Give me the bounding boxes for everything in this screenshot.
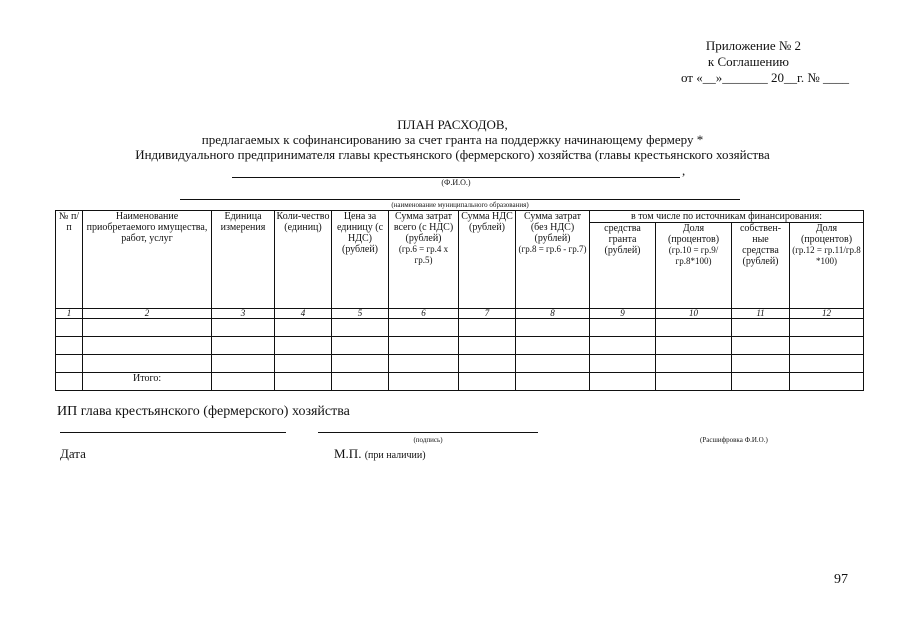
column-number: 12: [790, 309, 864, 319]
stamp-place: [334, 446, 426, 462]
header-vat: Сумма НДС (рублей): [459, 211, 516, 309]
header-qty: Коли-чество (единиц): [275, 211, 332, 309]
column-number: 11: [732, 309, 790, 319]
header-own-share: [790, 223, 864, 309]
header-sources: в том числе по источникам финансирования:: [590, 211, 864, 223]
decipher-caption: (Расшифровка Ф.И.О.): [700, 436, 768, 444]
header-price: Цена за единицу (с НДС) (рублей): [332, 211, 389, 309]
header-unit: Единица измерения: [212, 211, 275, 309]
header-own: собствен-ные средства (рублей): [732, 223, 790, 309]
column-number: 7: [459, 309, 516, 319]
column-number: 2: [83, 309, 212, 319]
header-row-1: [56, 211, 864, 223]
expense-plan-table: [55, 210, 864, 391]
signatory-title: ИП глава крестьянского (фермерского) хозяйства: [57, 404, 350, 419]
total-row: [56, 373, 864, 391]
page-number: 97: [834, 572, 848, 587]
column-number: 3: [212, 309, 275, 319]
signature-caption: (подпись): [413, 436, 443, 444]
header-total-cost: [389, 211, 459, 309]
appendix-header: [681, 38, 849, 86]
stamp-label: М.П.: [334, 446, 362, 461]
municipality-caption: (наименование муниципального образования): [391, 201, 529, 209]
fio-fill-line: [232, 171, 680, 178]
header-no: № п/п: [56, 211, 83, 309]
municipality-fill-line: [180, 198, 740, 200]
fio-caption: (Ф.И.О.): [441, 178, 471, 187]
signatory-line: [60, 432, 286, 433]
header-own-share-label: Доля (процентов): [800, 223, 853, 245]
column-number: 9: [590, 309, 656, 319]
appendix-line-2: к Соглашению: [707, 54, 789, 69]
column-number: 1: [56, 309, 83, 319]
column-number: 4: [275, 309, 332, 319]
appendix-line-3: от «__»_______ 20__г. № ____: [680, 70, 849, 85]
appendix-line-1: Приложение № 2: [705, 38, 801, 53]
header-cost-no-vat-formula: (гр.8 = гр.6 - гр.7): [518, 244, 587, 254]
header-grant-share-label: Доля (процентов): [667, 223, 720, 245]
header-cost-no-vat-label: Сумма затрат (без НДС) (рублей): [524, 211, 581, 244]
column-number: 5: [332, 309, 389, 319]
header-name: Наименование приобретаемого имущества, работ, услуг: [83, 211, 212, 309]
column-number: 6: [389, 309, 459, 319]
header-own-share-formula: (гр.12 = гр.11/гр.8 *100): [792, 245, 861, 266]
fio-comma: ,: [682, 163, 686, 178]
header-grant: средства гранта (рублей): [590, 223, 656, 309]
title-line-3: Индивидуального предпринимателя главы крестьянского (фермерского) хозяйства (главы крестьянского хозяйства: [135, 147, 770, 162]
table-row: [56, 319, 864, 337]
header-grant-share-formula: (гр.10 = гр.9/гр.8*100): [668, 245, 719, 266]
table-row: [56, 355, 864, 373]
header-total-cost-label: Сумма затрат всего (с НДС) (рублей): [393, 211, 454, 244]
date-label: Дата: [60, 446, 86, 461]
column-number: 8: [516, 309, 590, 319]
column-number-row: [56, 309, 864, 319]
signature-line: [318, 432, 538, 433]
header-total-cost-formula: (гр.6 = гр.4 х гр.5): [398, 244, 449, 265]
table-row: [56, 337, 864, 355]
column-number: 10: [656, 309, 732, 319]
header-grant-share: [656, 223, 732, 309]
total-label: Итого:: [83, 373, 212, 391]
stamp-note: (при наличии): [364, 450, 426, 461]
title-line-2: предлагаемых к софинансированию за счет гранта на поддержку начинающему фермеру *: [201, 132, 704, 147]
header-cost-no-vat: [516, 211, 590, 309]
title-main: ПЛАН РАСХОДОВ,: [397, 117, 508, 132]
document-title: [0, 117, 905, 162]
